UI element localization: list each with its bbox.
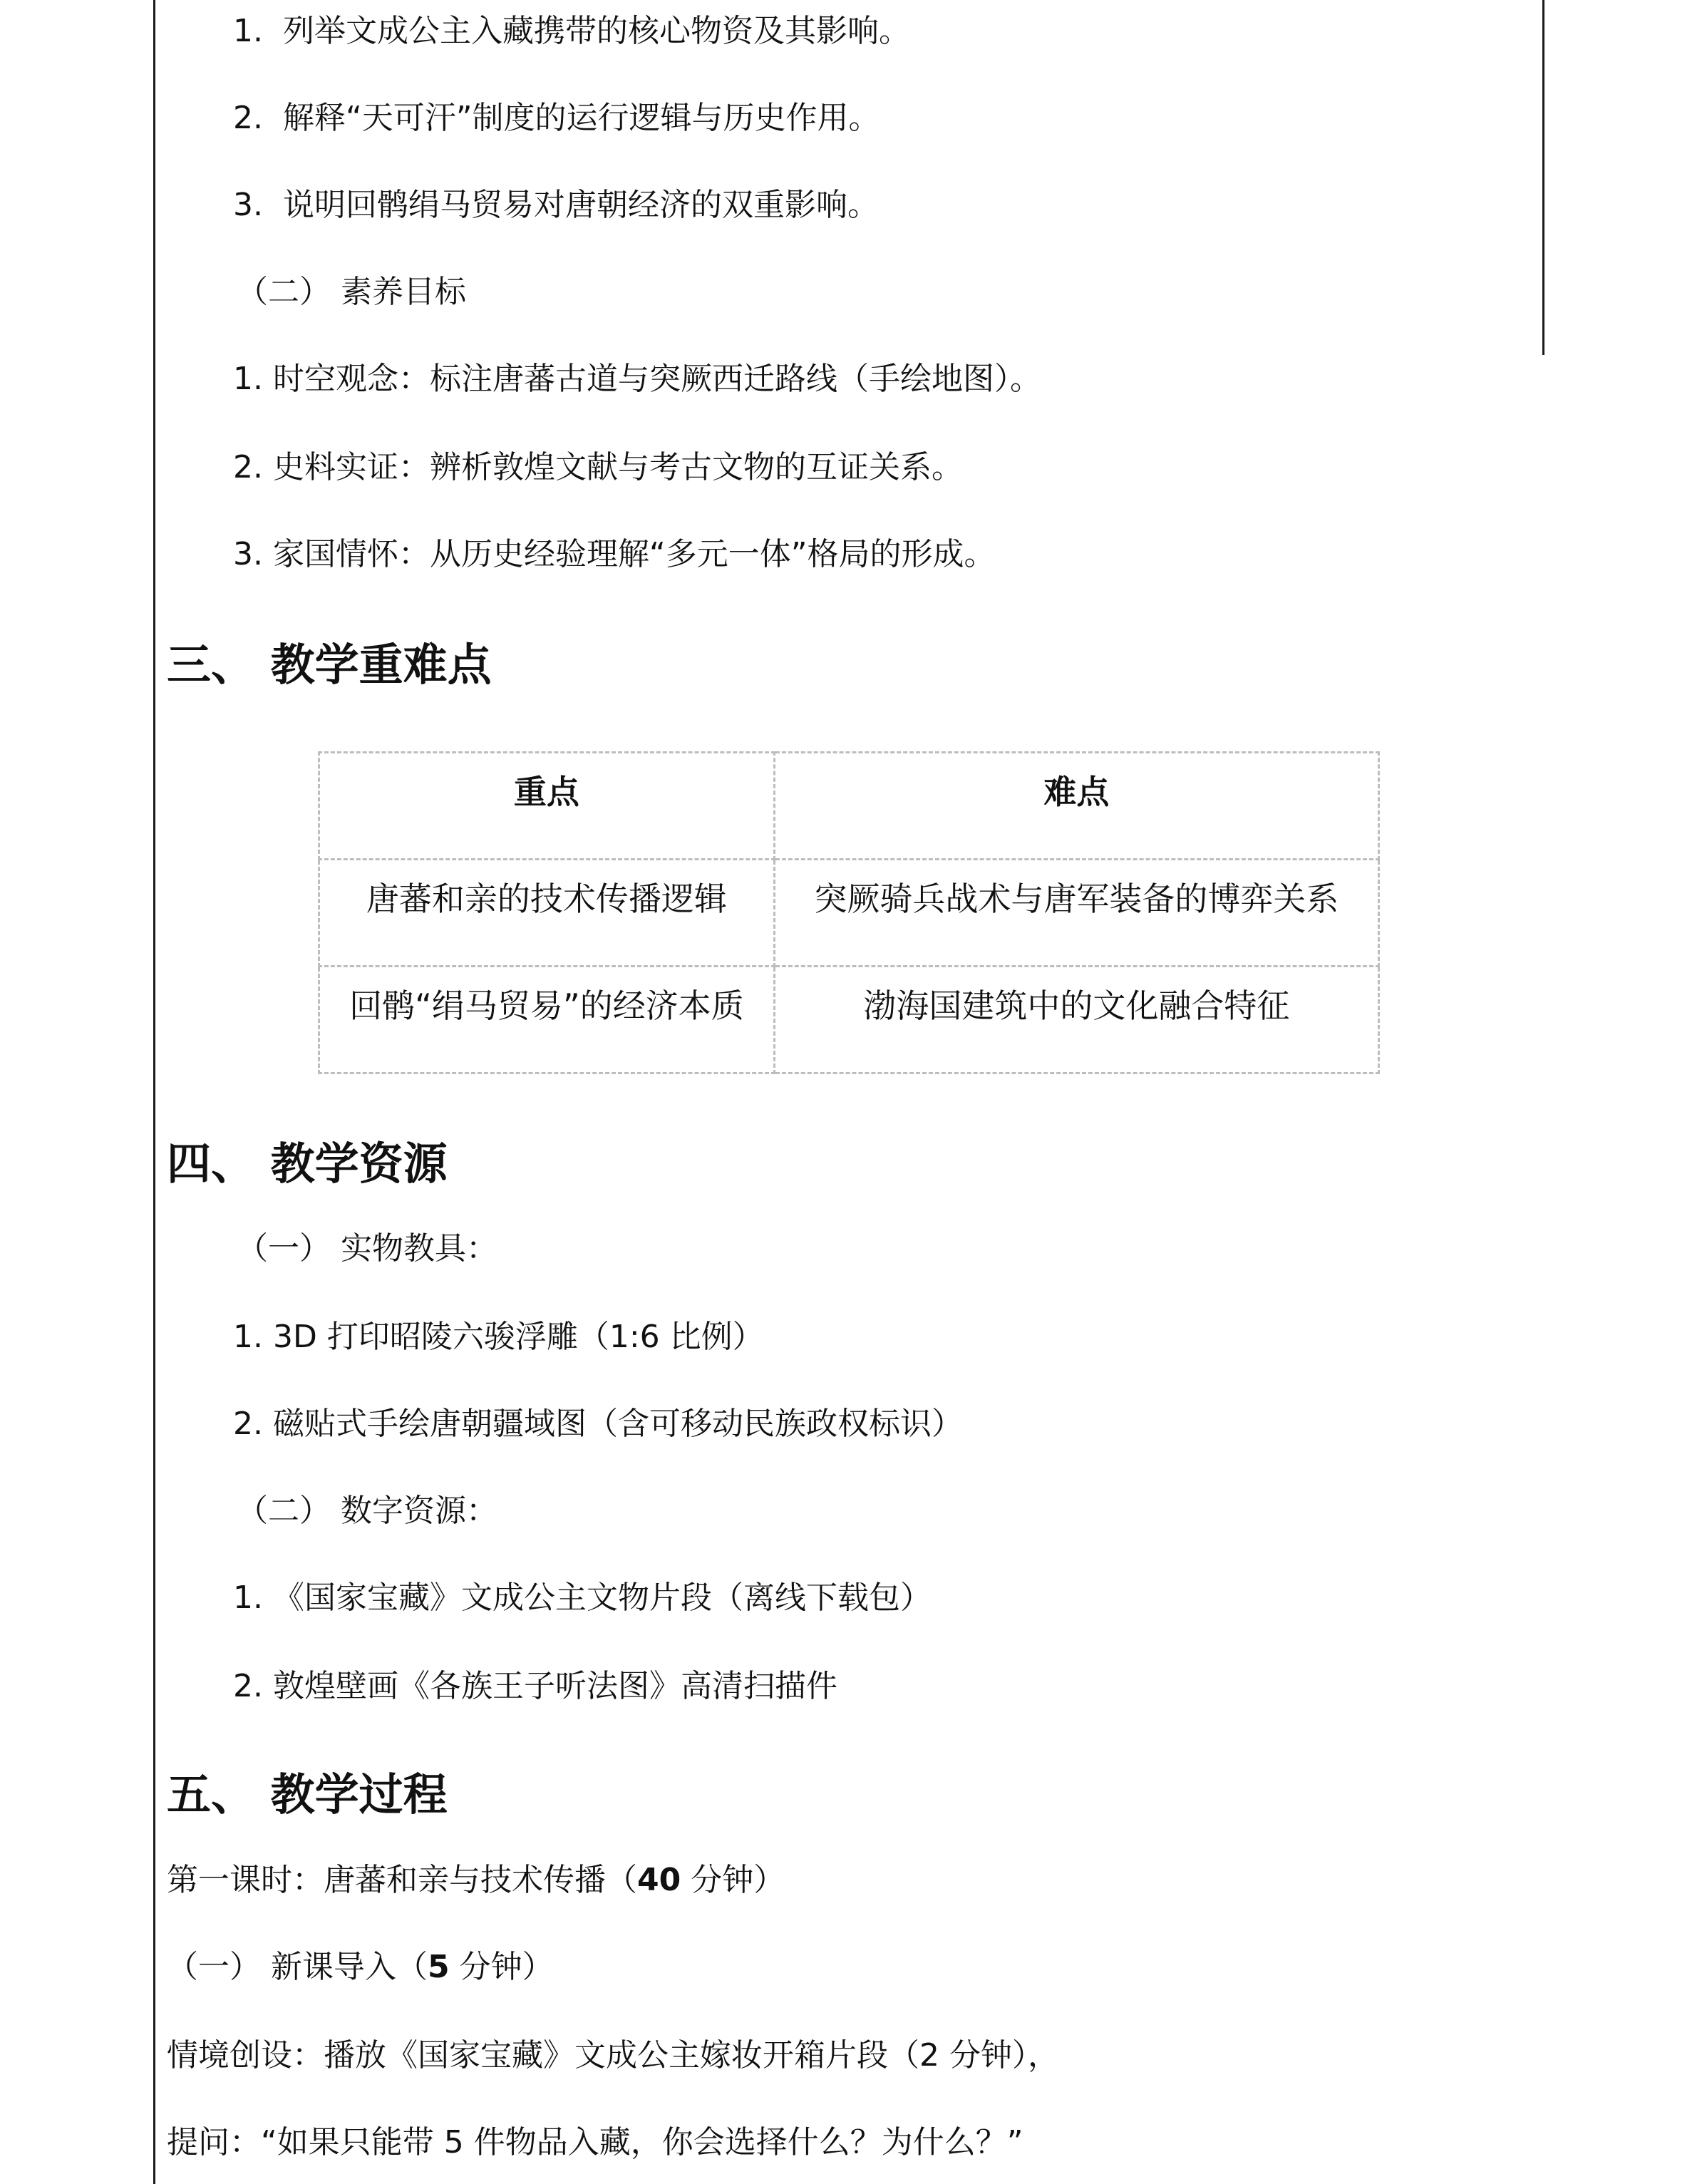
- right-border-line: [1542, 0, 1544, 355]
- literacy-item-3: 3. 家国情怀：从历史经验理解“多元一体”格局的形成。: [233, 536, 996, 572]
- goal-number: 2.: [233, 100, 263, 136]
- literacy-heading: （二） 素养目标: [237, 274, 466, 310]
- goal-text: 列举文成公主入藏携带的核心物资及其影响。: [282, 13, 910, 49]
- goal-number: 3.: [233, 187, 263, 223]
- intro-heading: [167, 1946, 554, 1989]
- knowledge-goal-2: [233, 97, 880, 140]
- lesson-heading-post: 分钟）: [681, 1862, 785, 1898]
- lesson-heading-pre: 第一课时：唐蕃和亲与技术传播（: [167, 1862, 637, 1898]
- lesson-heading: [167, 1859, 785, 1902]
- goal-text: 说明回鹘绢马贸易对唐朝经济的双重影响。: [282, 187, 879, 223]
- intro-heading-pre: （一） 新课导入（: [167, 1949, 428, 1985]
- lesson-minutes: 40: [637, 1862, 681, 1898]
- knowledge-goal-1: [233, 10, 910, 53]
- resource-item: 1. 3D 打印昭陵六骏浮雕（1:6 比例）: [233, 1319, 764, 1355]
- goal-text: 解释“天可汗”制度的运行逻辑与历史作用。: [282, 100, 880, 136]
- table-cell: 唐蕃和亲的技术传播逻辑: [319, 860, 775, 967]
- scene-text: 情境创设：播放《国家宝藏》文成公主嫁妆开箱片段（2 分钟），: [167, 2037, 1059, 2074]
- resource-item: 1. 《国家宝藏》文成公主文物片段（离线下载包）: [233, 1580, 932, 1616]
- literacy-item-1: 1. 时空观念：标注唐蕃古道与突厥西迁路线（手绘地图）。: [233, 361, 1041, 397]
- key-difficult-table: [318, 751, 1380, 1074]
- resource-heading-physical: （一） 实物教具：: [237, 1230, 497, 1267]
- section-4-title: 四、 教学资源: [167, 1138, 448, 1190]
- section-3-title: 三、 教学重难点: [167, 639, 492, 691]
- table-cell: 突厥骑兵战术与唐军装备的博弈关系: [774, 860, 1378, 967]
- table-header-difficult: 难点: [774, 753, 1378, 860]
- resource-item: 2. 磁贴式手绘唐朝疆域图（含可移动民族政权标识）: [233, 1406, 963, 1442]
- intro-minutes: 5: [428, 1949, 450, 1985]
- table-row: [319, 860, 1379, 967]
- left-border-line: [153, 0, 155, 2184]
- table-cell: 回鹘“绢马贸易”的经济本质: [319, 967, 775, 1073]
- table-cell: 渤海国建筑中的文化融合特征: [774, 967, 1378, 1073]
- literacy-item-2: 2. 史料实证：辨析敦煌文献与考古文物的互证关系。: [233, 449, 963, 485]
- knowledge-goal-3: [233, 184, 879, 227]
- resource-heading-digital: （二） 数字资源：: [237, 1493, 497, 1529]
- goal-number: 1.: [233, 13, 263, 49]
- section-5-title: 五、 教学过程: [167, 1768, 448, 1820]
- table-row: [319, 967, 1379, 1073]
- question-text: 提问：“如果只能带 5 件物品入藏，你会选择什么？为什么？”: [167, 2124, 1023, 2160]
- resource-item: 2. 敦煌壁画《各族王子听法图》高清扫描件: [233, 1668, 837, 1704]
- intro-heading-post: 分钟）: [449, 1949, 554, 1985]
- table-header-key: 重点: [319, 753, 775, 860]
